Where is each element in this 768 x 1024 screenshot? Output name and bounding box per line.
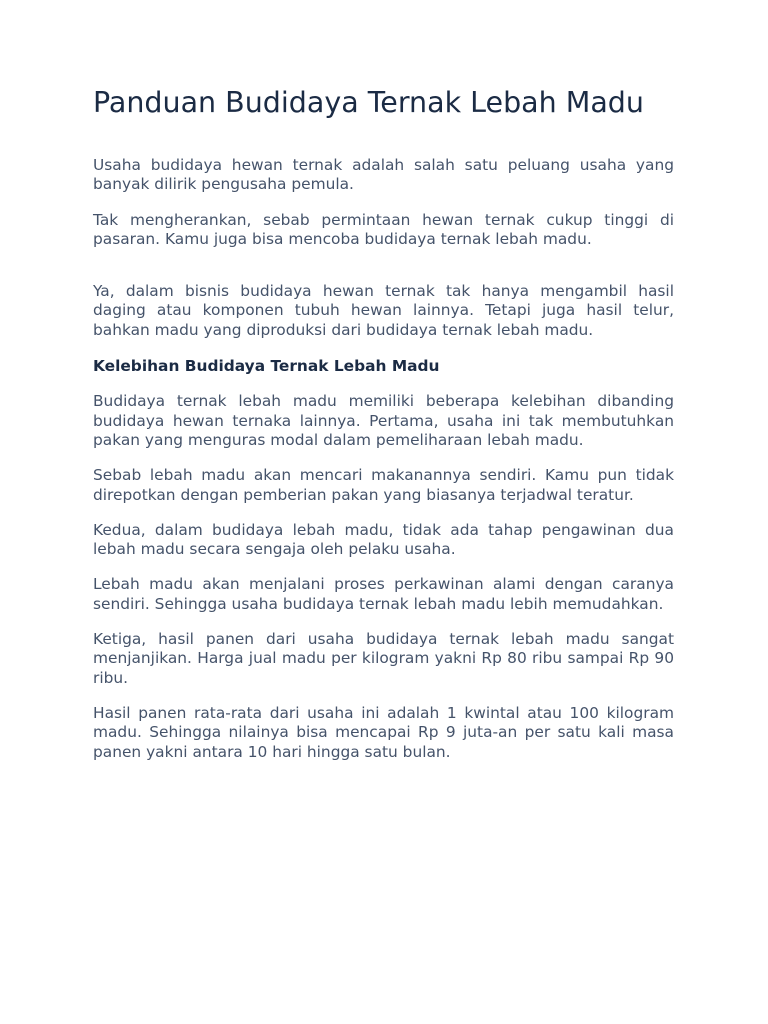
paragraph-feeding: Sebab lebah madu akan mencari makanannya sendiri. Kamu pun tidak direpotkan dengan pemberian pakan yang biasanya terjadwal teratur. — [93, 466, 674, 504]
document-page — [93, 85, 674, 762]
document-title: Panduan Budidaya Ternak Lebah Madu — [93, 86, 644, 119]
paragraph-products: Ya, dalam bisnis budidaya hewan ternak tak hanya mengambil hasil daging atau komponen tubuh hewan lainnya. Tetapi juga hasil telur, bahkan madu yang diproduksi dari budidaya ternak lebah madu. — [93, 282, 674, 339]
paragraph-advantage-second: Kedua, dalam budidaya lebah madu, tidak ada tahap pengawinan dua lebah madu secara sengaja oleh pelaku usaha. — [93, 520, 674, 559]
paragraph-demand: Tak mengherankan, sebab permintaan hewan ternak cukup tinggi di pasaran. Kamu juga bisa mencoba budidaya ternak lebah madu. — [93, 210, 674, 248]
paragraph-harvest: Hasil panen rata-rata dari usaha ini adalah 1 kwintal atau 100 kilogram madu. Sehingga nilainya bisa mencapai Rp 9 juta-an per satu kali masa panen yakni antara 10 hari hingga satu bulan. — [93, 703, 674, 761]
paragraph-mating: Lebah madu akan menjalani proses perkawinan alami dengan caranya sendiri. Sehingga usaha budidaya ternak lebah madu lebih memudahkan. — [93, 575, 674, 613]
section-heading: Kelebihan Budidaya Ternak Lebah Madu — [93, 357, 440, 376]
paragraph-advantage-third: Ketiga, hasil panen dari usaha budidaya ternak lebah madu sangat menjanjikan. Harga jual madu per kilogram yakni Rp 80 ribu sampai Rp 90 ribu. — [93, 630, 674, 687]
paragraph-advantage-first: Budidaya ternak lebah madu memiliki beberapa kelebihan dibanding budidaya hewan ternaka lainnya. Pertama, usaha ini tak membutuhkan pakan yang menguras modal dalam pemeliharaan lebah madu. — [93, 392, 674, 449]
paragraph-intro: Usaha budidaya hewan ternak adalah salah satu peluang usaha yang banyak dilirik pengusaha pemula. — [93, 156, 674, 194]
